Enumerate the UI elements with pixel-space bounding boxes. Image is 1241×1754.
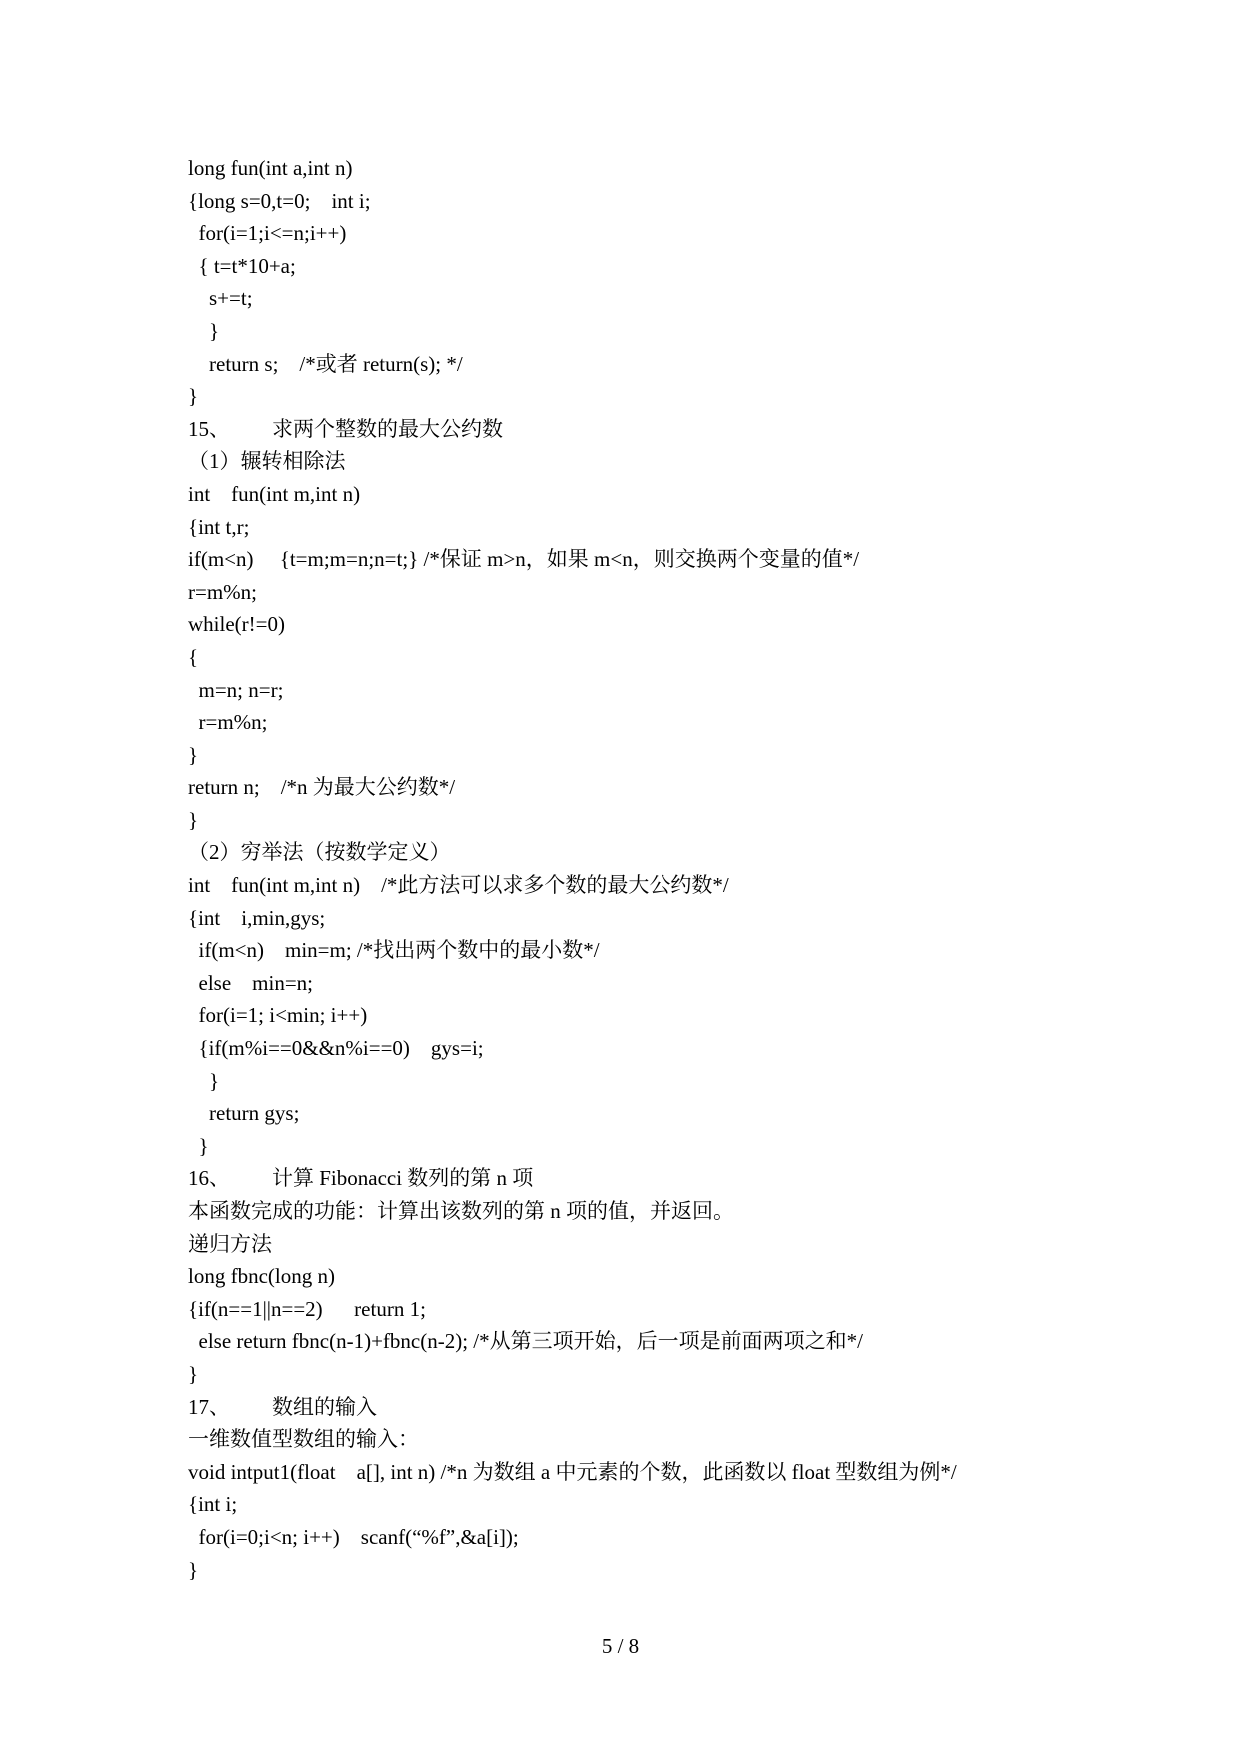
code-line: void intput1(float a[], int n) /*n 为数组 a 中元素的个数，此函数以 float 型数组为例*/: [188, 1459, 957, 1484]
code-line: while(r!=0): [188, 612, 285, 637]
code-line: }: [188, 742, 199, 767]
section-heading: 15、 求两个整数的最大公约数: [188, 416, 503, 441]
subsection-heading: （1）辗转相除法: [188, 449, 346, 474]
code-line: return n; /*n 为最大公约数*/: [188, 775, 456, 800]
section-heading: 17、 数组的输入: [188, 1394, 377, 1419]
code-line: {int i;: [188, 1492, 238, 1517]
document-body: [188, 152, 1148, 1586]
page-number: 5 / 8: [601, 1634, 640, 1658]
code-line: {if(m%i==0&&n%i==0) gys=i;: [188, 1036, 484, 1061]
code-line: else return fbnc(n-1)+fbnc(n-2); /*从第三项开始，后一项是前面两项之和*/: [188, 1329, 863, 1354]
code-line: int fun(int m,int n): [188, 481, 361, 506]
code-line: {if(n==1||n==2) return 1;: [188, 1296, 426, 1321]
code-line: long fbnc(long n): [188, 1264, 335, 1289]
code-line: }: [188, 807, 199, 832]
code-line: if(m<n) {t=m;m=n;n=t;} /*保证 m>n，如果 m<n，则交换两个变量的值*/: [188, 547, 860, 572]
code-line: }: [188, 1361, 199, 1386]
code-line: m=n; n=r;: [188, 677, 284, 702]
code-line: for(i=0;i<n; i++) scanf(“%f”,&a[i]);: [188, 1524, 519, 1549]
section-heading: 16、 计算 Fibonacci 数列的第 n 项: [188, 1166, 534, 1191]
code-line: for(i=1;i<=n;i++): [188, 221, 347, 246]
code-line: }: [188, 318, 220, 343]
code-line: if(m<n) min=m; /*找出两个数中的最小数*/: [188, 938, 600, 963]
code-line: else min=n;: [188, 970, 313, 995]
code-line: {: [188, 644, 199, 669]
code-line: {int t,r;: [188, 514, 250, 539]
code-line: }: [188, 384, 199, 409]
subsection-heading: （2）穷举法（按数学定义）: [188, 840, 451, 865]
code-line: s+=t;: [188, 286, 253, 311]
subsection-heading: 递归方法: [188, 1231, 272, 1256]
paragraph: 一维数值型数组的输入：: [188, 1427, 419, 1452]
code-line: { t=t*10+a;: [188, 253, 296, 278]
code-line: {long s=0,t=0; int i;: [188, 188, 371, 213]
code-line: {int i,min,gys;: [188, 905, 326, 930]
code-line: }: [188, 1557, 199, 1582]
code-line: }: [188, 1133, 209, 1158]
code-line: }: [188, 1068, 220, 1093]
paragraph: 本函数完成的功能：计算出该数列的第 n 项的值，并返回。: [188, 1199, 734, 1223]
code-line: for(i=1; i<min; i++): [188, 1003, 368, 1028]
code-line: return s; /*或者 return(s); */: [188, 351, 463, 376]
code-line: int fun(int m,int n) /*此方法可以求多个数的最大公约数*/: [188, 873, 729, 898]
code-line: r=m%n;: [188, 710, 268, 735]
code-line: r=m%n;: [188, 579, 257, 604]
code-line: return gys;: [188, 1101, 300, 1126]
code-line: long fun(int a,int n): [188, 156, 353, 180]
